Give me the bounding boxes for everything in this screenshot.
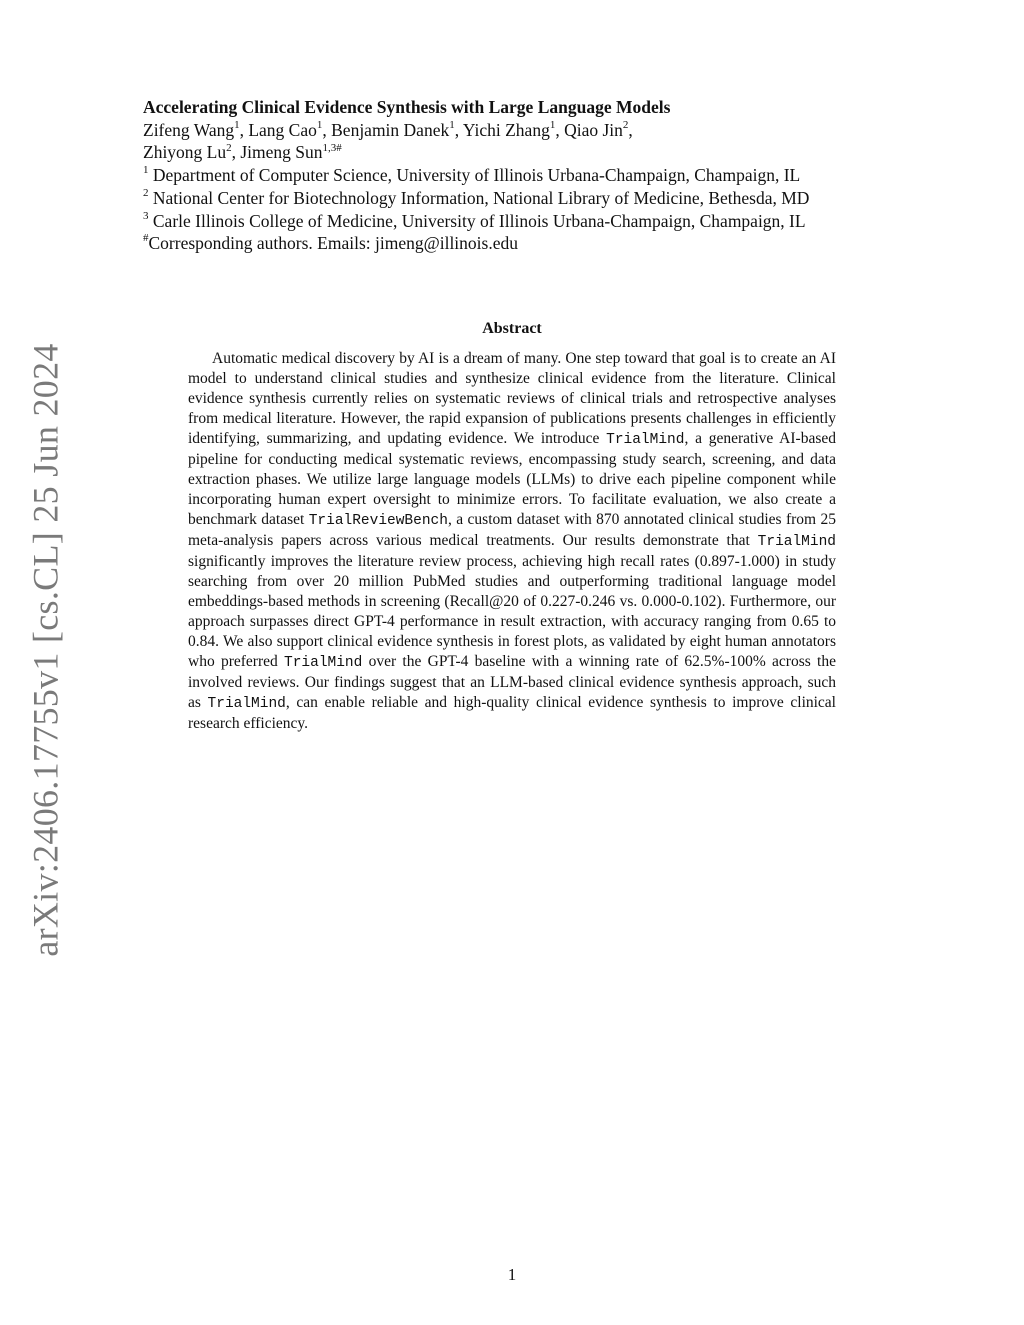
author-separator: , bbox=[454, 119, 463, 140]
author-separator: , bbox=[231, 142, 241, 163]
affiliation-mark: 3 bbox=[143, 209, 149, 222]
author-affiliation-mark: 1 bbox=[316, 118, 323, 131]
system-name-trialmind: TrialMind bbox=[284, 655, 363, 671]
affiliation-text: Corresponding authors. Emails: jimeng@illinois.edu bbox=[148, 233, 518, 254]
affiliation-text: Carle Illinois College of Medicine, University of Illinois Urbana-Champaign, Champaign, IL bbox=[148, 210, 806, 231]
author-name: Yichi Zhang bbox=[462, 119, 550, 140]
abstract-text: Automatic medical discovery by AI is a dream of many. One step toward that goal is to create an AI model to understand clinical studies and synthesize clinical evidence from the literature. Clinical evidence synthesis currently relies on systematic reviews of clinical trials and retrospective analyses from medical literature. However, the rapid expansion of publications presents challenges in efficiently identifying, summarizing, and updating evidence. We introduce bbox=[188, 350, 836, 447]
abstract-text: over the GPT-4 baseline with a winning rate of 62.5%-100% across the involved reviews. Our findings suggest that an LLM-based clinical evidence synthesis approach, such as bbox=[188, 653, 836, 711]
abstract-body bbox=[188, 349, 836, 734]
author-affiliation-mark: 2 bbox=[622, 118, 629, 131]
author-affiliation-mark: 2 bbox=[226, 141, 232, 154]
author-name: Qiao Jin bbox=[564, 119, 623, 140]
abstract-text: , a generative AI-based pipeline for conducting medical systematic reviews, encompassing study search, screening, and data extraction phases. We utilize large language models (LLMs) to drive each pipeline component while incorporating human expert oversight to minimize errors. To facilitate evaluation, we also create a benchmark dataset bbox=[188, 430, 836, 528]
affiliation bbox=[143, 164, 893, 187]
arxiv-identifier-text: arXiv:2406.17755v1 [cs.CL] 25 Jun 2024 bbox=[26, 343, 67, 957]
system-name-trialmind: TrialMind bbox=[207, 696, 286, 712]
dataset-name-trialreviewbench: TrialReviewBench bbox=[308, 513, 448, 529]
author-separator: , bbox=[322, 119, 332, 140]
paper-header bbox=[143, 96, 893, 255]
author-affiliation-mark: 1 bbox=[234, 118, 240, 131]
system-name-trialmind: TrialMind bbox=[757, 534, 836, 550]
author-name: Zifeng Wang bbox=[143, 119, 235, 140]
author-affiliation-mark: 1,3# bbox=[322, 141, 342, 154]
abstract-heading: Abstract bbox=[482, 320, 542, 337]
affiliation-text: National Center for Biotechnology Information, National Library of Medicine, Bethesda, MD bbox=[148, 187, 810, 208]
author-separator: , bbox=[555, 119, 565, 140]
affiliation-text: Department of Computer Science, University of Illinois Urbana-Champaign, Champaign, IL bbox=[148, 165, 801, 186]
author-separator: , bbox=[239, 119, 249, 140]
author-separator: , bbox=[628, 119, 633, 140]
author-affiliation-mark: 1 bbox=[449, 118, 455, 131]
affiliation bbox=[143, 187, 893, 210]
author-list bbox=[143, 119, 893, 164]
abstract-text: , can enable reliable and high-quality clinical evidence synthesis to improve clinical research efficiency. bbox=[188, 694, 836, 732]
author-name: Zhiyong Lu bbox=[143, 142, 227, 163]
arxiv-identifier-stamp bbox=[26, 343, 67, 957]
page-number: 1 bbox=[507, 1265, 517, 1284]
affiliation bbox=[143, 210, 893, 233]
author-name: Benjamin Danek bbox=[331, 119, 450, 140]
corresponding-author-note bbox=[143, 232, 893, 255]
affiliation-mark: # bbox=[143, 232, 149, 245]
author-name: Lang Cao bbox=[248, 119, 317, 140]
abstract-text: significantly improves the literature review process, achieving high recall rates (0.897-1.000) in study searching from over 20 million PubMed studies and outperforming traditional language model embeddings-based methods in screening (Recall@20 of 0.227-0.246 vs. 0.000-0.102). Furthermore, our approach surpasses direct GPT-4 performance in result extraction, with accuracy ranging from 0.65 to 0.84. We also support clinical evidence synthesis in forest plots, as validated by eight human annotators who preferred bbox=[188, 553, 836, 670]
author-name: Jimeng Sun bbox=[240, 142, 323, 163]
paper-title: Accelerating Clinical Evidence Synthesis with Large Language Models bbox=[143, 97, 671, 117]
author-affiliation-mark: 1 bbox=[549, 118, 556, 131]
affiliation-mark: 1 bbox=[143, 164, 149, 177]
abstract-text: , a custom dataset with 870 annotated clinical studies from 25 meta-analysis papers across various medical treatments. Our results demonstrate that bbox=[188, 511, 837, 549]
affiliation-mark: 2 bbox=[143, 186, 149, 199]
system-name-trialmind: TrialMind bbox=[606, 432, 685, 448]
